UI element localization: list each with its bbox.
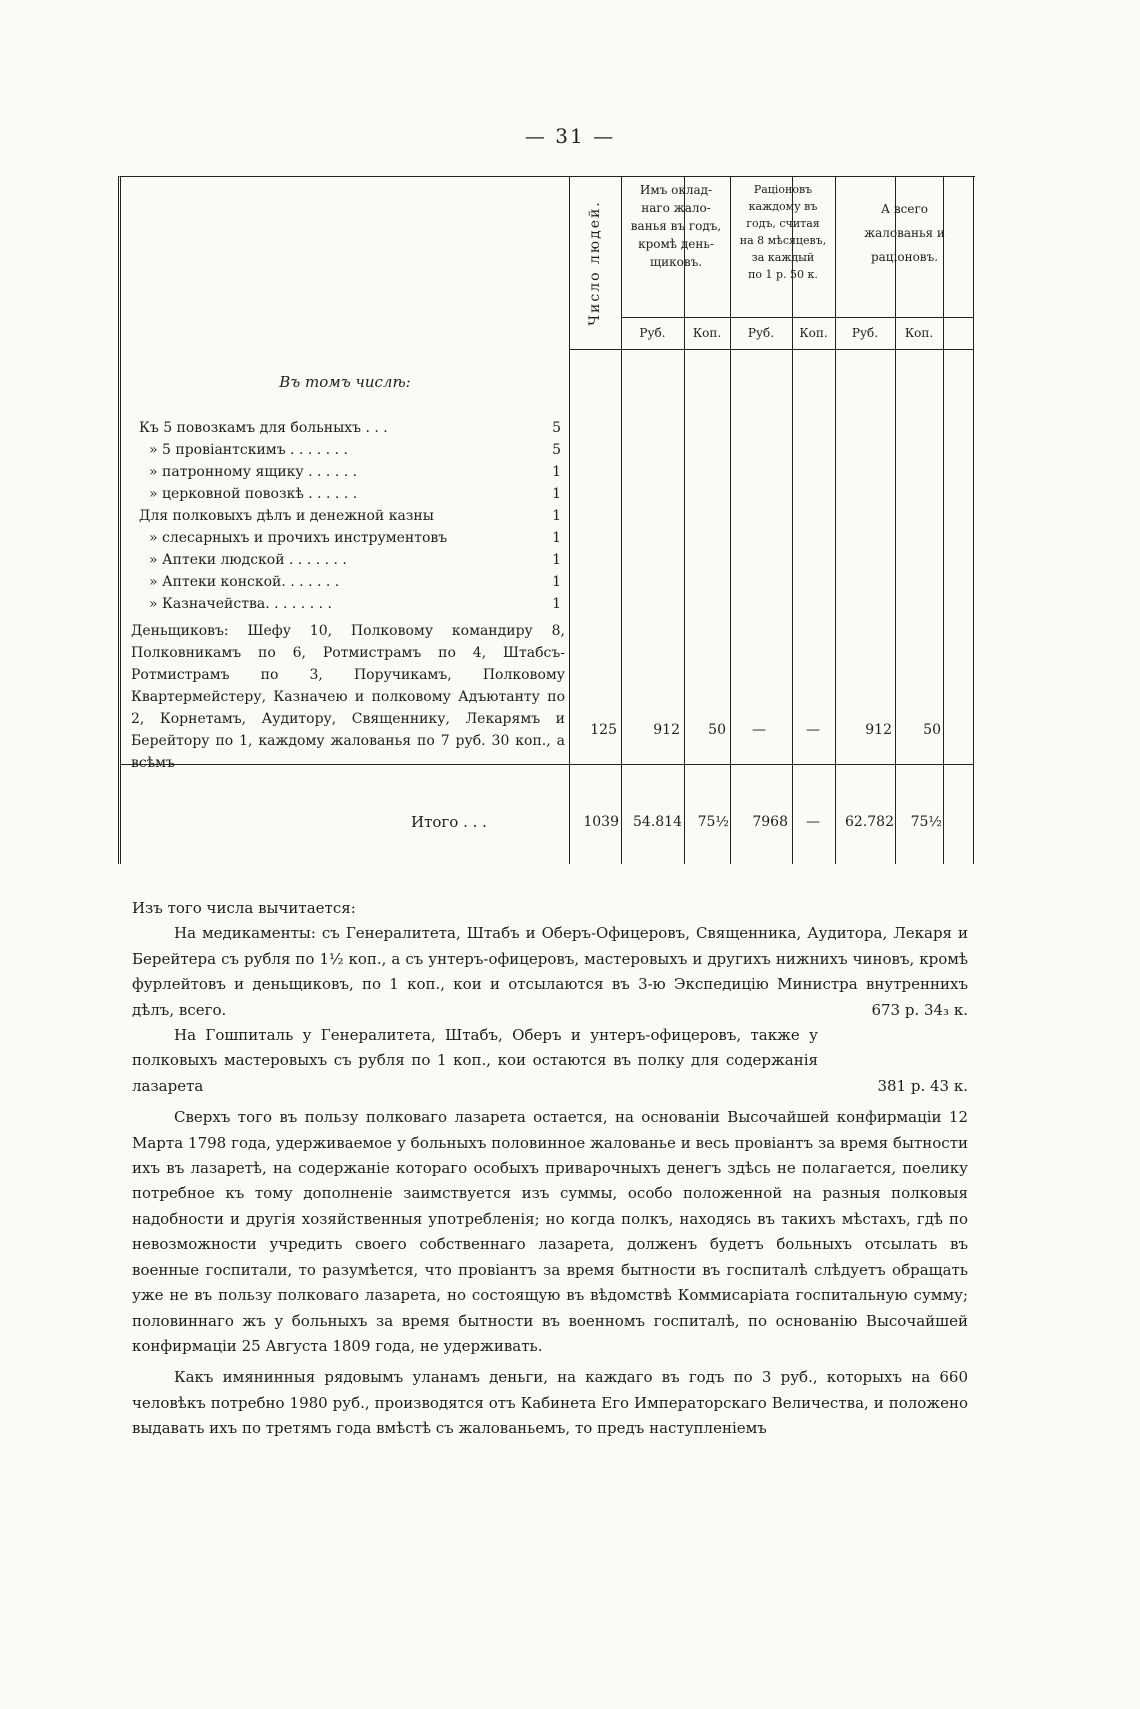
pay-table [118, 176, 975, 864]
list-item: » патронному ящику . . . . . . 1 [149, 464, 561, 480]
total-total-rub: 62.782 [845, 814, 894, 830]
row-salary-rub: 912 [653, 722, 680, 738]
list-item: » слесарныхъ и прочихъ инструментовъ 1 [149, 530, 561, 546]
hospital-sum: 381 р. 43 к. [877, 1076, 968, 1095]
section-title: Въ томъ числѣ: [279, 373, 411, 391]
col-rule [684, 177, 685, 864]
medicine-paragraph: На медикаменты: съ Генералитета, Штабъ и Оберъ-Офицеровъ, Священника, Аудитора, Лекаря и Берейтера съ рубля по 1½ коп., а съ унтеръ-офицеровъ, мастеровыхъ и другихъ нижнихъ чиновъ, кромѣ фурлейтовъ и деньщиковъ, по 1 коп., кои и отсылаются въ 3-ю Экспедицію Министра внутреннихъ дѣлъ, всего. 673 р. 34₃ к. [132, 921, 968, 1023]
row-total-kop: 50 [923, 722, 941, 738]
row-rations-kop: — [806, 722, 820, 738]
sub-rub: Руб. [851, 326, 879, 340]
hospital-paragraph: На Гошпиталь у Генералитета, Штабъ, Оберъ и унтеръ-офицеровъ, также у полковыхъ мастеровыхъ съ рубля по 1 коп., кои остаются въ полку для содержанія лазарета 381 р. 43 к. [132, 1023, 968, 1099]
total-salary-rub: 54.814 [633, 814, 682, 830]
body-text [132, 896, 968, 1442]
list-item: Къ 5 повозкамъ для больныхъ . . . 5 [139, 420, 561, 436]
header-rations: Раціоновъ каждому въ годъ, считая на 8 мѣсяцевъ, за каждый по 1 р. 50 к. [739, 183, 827, 281]
lazaret-paragraph: Сверхъ того въ пользу полковаго лазарета остается, на основаніи Высочайшей конфирмаціи 12 Марта 1798 года, удерживаемое у больныхъ половинное жалованье и весь провіантъ за время бытности ихъ въ лазаретѣ, на содержаніе котораго особыхъ приварочныхъ денегъ здѣсь не полагается, поелику потребное къ тому дополненіе заимствуется изъ суммы, особо положенной на разныя полковыя надобности и другія хозяйственныя употребленія; но когда полкъ, находясь въ такихъ мѣстахъ, гдѣ по невозможности учредить своего собственнаго лазарета, долженъ будетъ больныхъ отсылать въ военные госпитали, то разумѣется, что провіантъ за время бытности въ госпиталѣ слѣдуетъ обращать уже не въ пользу полковаго лазарета, но состоящую въ вѣдомствѣ Коммисаріата госпитальную сумму; половиннаго жъ у больныхъ за время бытности въ военномъ госпиталѣ, по основанію Высочайшей конфирмаціи 25 Августа 1809 года, не удерживать. [132, 1108, 968, 1355]
page-number: — 31 — [524, 124, 616, 148]
row-salary-kop: 50 [708, 722, 726, 738]
sub-kop: Коп. [904, 326, 934, 340]
item-list [139, 417, 561, 615]
sub-rub: Руб. [747, 326, 775, 340]
medicine-sum: 673 р. 34₃ к. [871, 1000, 968, 1019]
sub-kop: Коп. [799, 326, 828, 340]
nameday-paragraph: Какъ имянинныя рядовымъ уланамъ деньги, на каждаго въ годъ по 3 руб., которыхъ на 660 человѣкъ потребно 1980 руб., производятся отъ Кабинета Его Императорскаго Величества, и положено выдавать ихъ по третямъ года вмѣстѣ съ жалованьемъ, то предъ наступленіемъ [132, 1368, 968, 1438]
total-salary-kop: 75½ [697, 814, 729, 830]
intro-line: Изъ того числа вычитается: [132, 899, 356, 917]
denshchiki-text: Деньщиковъ: Шефу 10, Полковому командиру 8, Полковникамъ по 6, Ротмистрамъ по 4, Штабсъ-Ротмистрамъ по 3, Поручикамъ, Полковому Квартермейстеру, Казначею и полковому Адъютанту по 2, Корнетамъ, Аудитору, Священнику, Лекарямъ и Берейтору по 1, каждому жалованья по 7 руб. 30 коп., а всѣмъ [131, 623, 565, 771]
total-rations-kop: — [806, 814, 820, 830]
col-rule [835, 177, 836, 864]
list-item: » Казначейства. . . . . . . . 1 [149, 596, 561, 612]
list-item: » Аптеки конской. . . . . . . 1 [149, 574, 561, 590]
col-rule [621, 177, 622, 864]
row-people: 125 [590, 722, 617, 738]
total-people: 1039 [583, 814, 619, 830]
total-rations-rub: 7968 [752, 814, 788, 830]
header-salary: Имъ оклад- наго жало- ванья въ годъ, кромѣ день- щиковъ. [630, 183, 722, 269]
col-rule [943, 177, 944, 864]
list-item: » 5 провіантскимъ . . . . . . . 5 [149, 442, 561, 458]
list-item: Для полковыхъ дѣлъ и денежной казны 1 [139, 508, 561, 524]
sub-kop: Коп. [692, 326, 722, 340]
col-rule [895, 177, 896, 864]
list-item: » церковной повозкѣ . . . . . . 1 [149, 486, 561, 502]
total-total-kop: 75½ [910, 814, 942, 830]
sub-rub: Руб. [639, 326, 666, 340]
header-total: А всего жалованья и раціоновъ. [864, 202, 945, 264]
row-total-rub: 912 [865, 722, 892, 738]
header-people: Число людей. [587, 200, 603, 326]
list-item: » Аптеки людской . . . . . . . 1 [149, 552, 561, 568]
header-bottom-rule [569, 349, 973, 350]
col-rule [973, 177, 974, 864]
total-label: Итого . . . [411, 813, 487, 831]
row-rations-rub: — [752, 722, 766, 738]
